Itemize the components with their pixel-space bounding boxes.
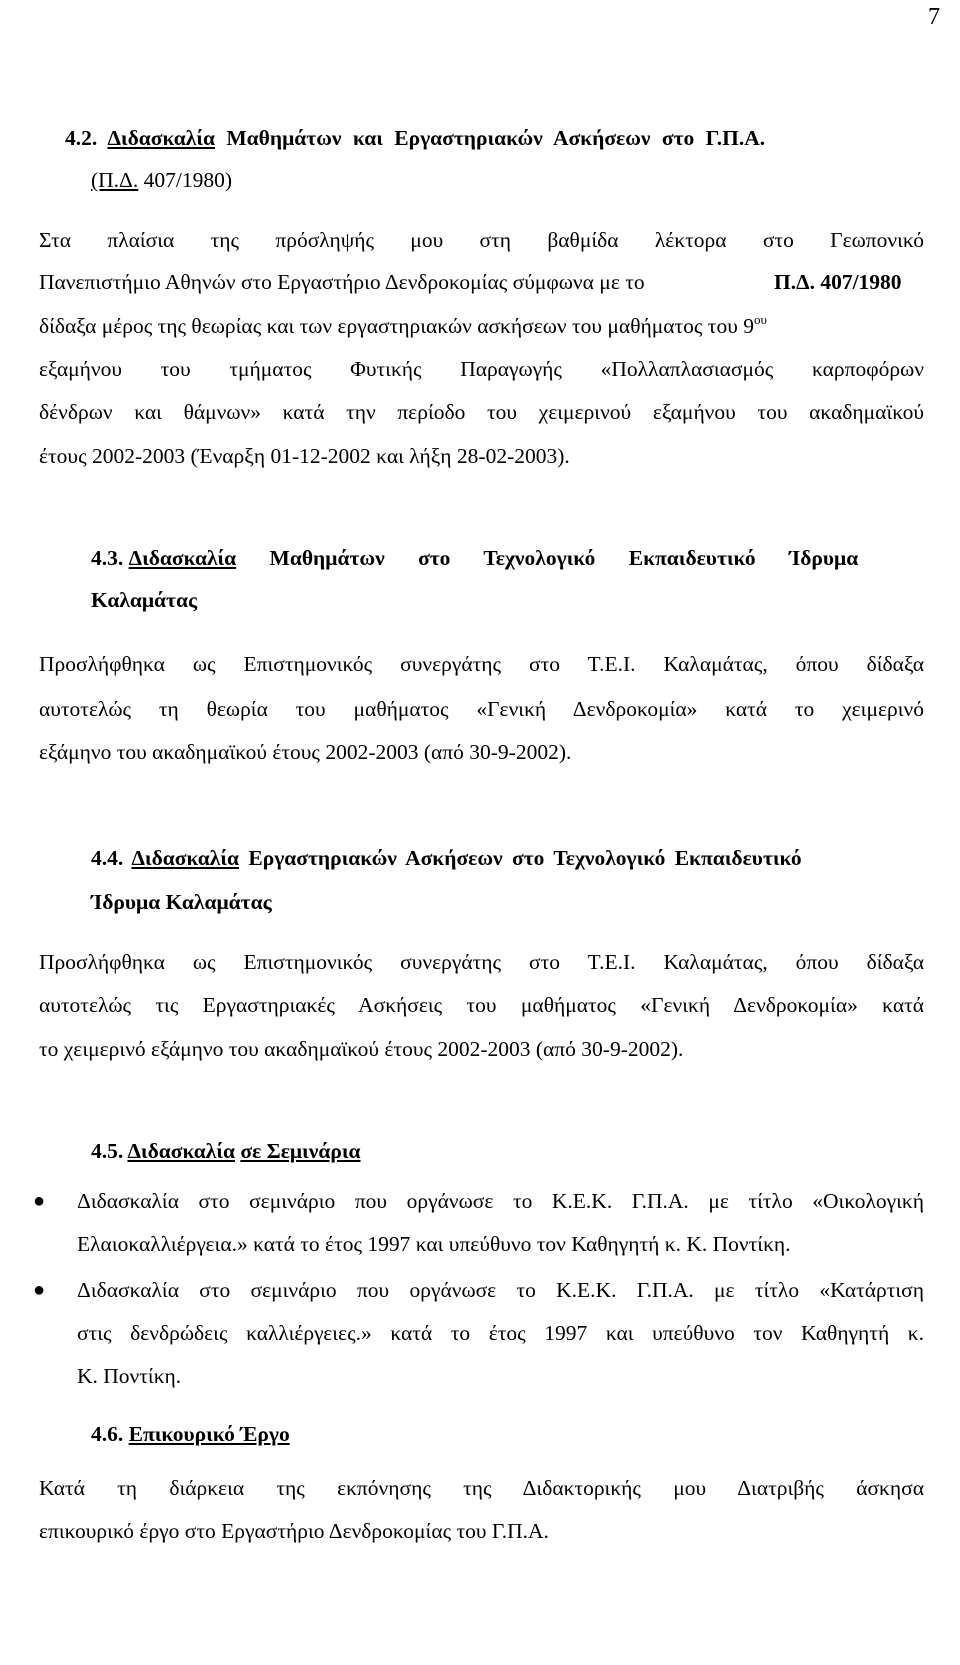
- paragraph-line: έτους 2002-2003 (Έναρξη 01-12-2002 και λήξη 28-02-2003).: [39, 444, 570, 468]
- section-heading-4-3: 4.3. Διδασκαλία Μαθημάτων στο Τεχνολογικό Εκπαιδευτικό Ίδρυμα: [91, 546, 859, 570]
- paragraph-line: δένδρων και θάμνων» κατά την περίοδο του χειμερινού εξαμήνου του ακαδημαϊκού: [39, 400, 924, 424]
- page-number: 7: [928, 4, 940, 30]
- paragraph-line: Προσλήφθηκα ως Επιστημονικός συνεργάτης στο Τ.Ε.Ι. Καλαμάτας, όπου δίδαξα: [39, 652, 924, 676]
- paragraph-line: αυτοτελώς τη θεωρία του μαθήματος «Γενική Δενδροκομία» κατά το χειμερινό: [39, 697, 924, 721]
- list-item-line: στις δενδρώδεις καλλιέργειες.» κατά το έτος 1997 και υπεύθυνο τον Καθηγητή κ.: [77, 1321, 924, 1345]
- paragraph-line: Στα πλαίσια της πρόσληψής μου στη βαθμίδα λέκτορα στο Γεωπονικό: [39, 228, 924, 252]
- section-heading-4-5: 4.5. Διδασκαλία σε Σεμινάρια: [91, 1139, 361, 1163]
- list-item-line: Διδασκαλία στο σεμινάριο που οργάνωσε το Κ.Ε.Κ. Γ.Π.Α. με τίτλο «Οικολογική: [77, 1189, 924, 1213]
- paragraph-line: Πανεπιστήμιο Αθηνών στο Εργαστήριο Δενδροκομίας σύμφωνα με το Π.Δ. 407/1980: [39, 267, 924, 297]
- paragraph-line: το χειμερινό εξάμηνο του ακαδημαϊκού έτους 2002-2003 (από 30-9-2002).: [39, 1037, 684, 1061]
- section-heading-4-4-line2: Ίδρυμα Καλαμάτας: [91, 890, 272, 914]
- paragraph-line: εξάμηνο του ακαδημαϊκού έτους 2002-2003 (από 30-9-2002).: [39, 740, 572, 764]
- paragraph-line: Κατά τη διάρκεια της εκπόνησης της Διδακτορικής μου Διατριβής άσκησα: [39, 1476, 924, 1500]
- decree-ref: Π.Δ. 407/1980: [774, 270, 902, 294]
- paragraph-line: εξαμήνου του τμήματος Φυτικής Παραγωγής «Πολλαπλασιασμός καρποφόρων: [39, 357, 924, 381]
- section-heading-4-2-line2: (Π.Δ. 407/1980): [91, 168, 233, 192]
- paragraph-line: επικουρικό έργο στο Εργαστήριο Δενδροκομίας του Γ.Π.Α.: [39, 1519, 549, 1543]
- list-item-line: Ελαιοκαλλιέργεια.» κατά το έτος 1997 και υπεύθυνο τον Καθηγητή κ. Κ. Ποντίκη.: [77, 1232, 791, 1256]
- section-heading-4-6: 4.6. Επικουρικό Έργο: [91, 1422, 290, 1446]
- paragraph-line: Προσλήφθηκα ως Επιστημονικός συνεργάτης στο Τ.Ε.Ι. Καλαμάτας, όπου δίδαξα: [39, 950, 924, 974]
- paragraph-line: αυτοτελώς τις Εργαστηριακές Ασκήσεις του μαθήματος «Γενική Δενδροκομία» κατά: [39, 993, 924, 1017]
- paragraph-line: δίδαξα μέρος της θεωρίας και των εργαστηριακών ασκήσεων του μαθήματος του $9^{o\upsilon}$: [39, 312, 767, 338]
- list-item-line: Διδασκαλία στο σεμινάριο που οργάνωσε το Κ.Ε.Κ. Γ.Π.Α. με τίτλο «Κατάρτιση: [77, 1278, 924, 1302]
- section-heading-4-4: 4.4. Διδασκαλία Εργαστηριακών Ασκήσεων στο Τεχνολογικό Εκπαιδευτικό: [91, 846, 802, 870]
- section-heading-4-2: 4.2. Διδασκαλία Μαθημάτων και Εργαστηριακών Ασκήσεων στο Γ.Π.Α.: [65, 126, 766, 150]
- bullet-icon: ●: [33, 1279, 46, 1301]
- bullet-icon: ●: [33, 1190, 46, 1212]
- section-heading-4-3-line2: Καλαμάτας: [91, 588, 198, 612]
- list-item-line: Κ. Ποντίκη.: [77, 1364, 182, 1388]
